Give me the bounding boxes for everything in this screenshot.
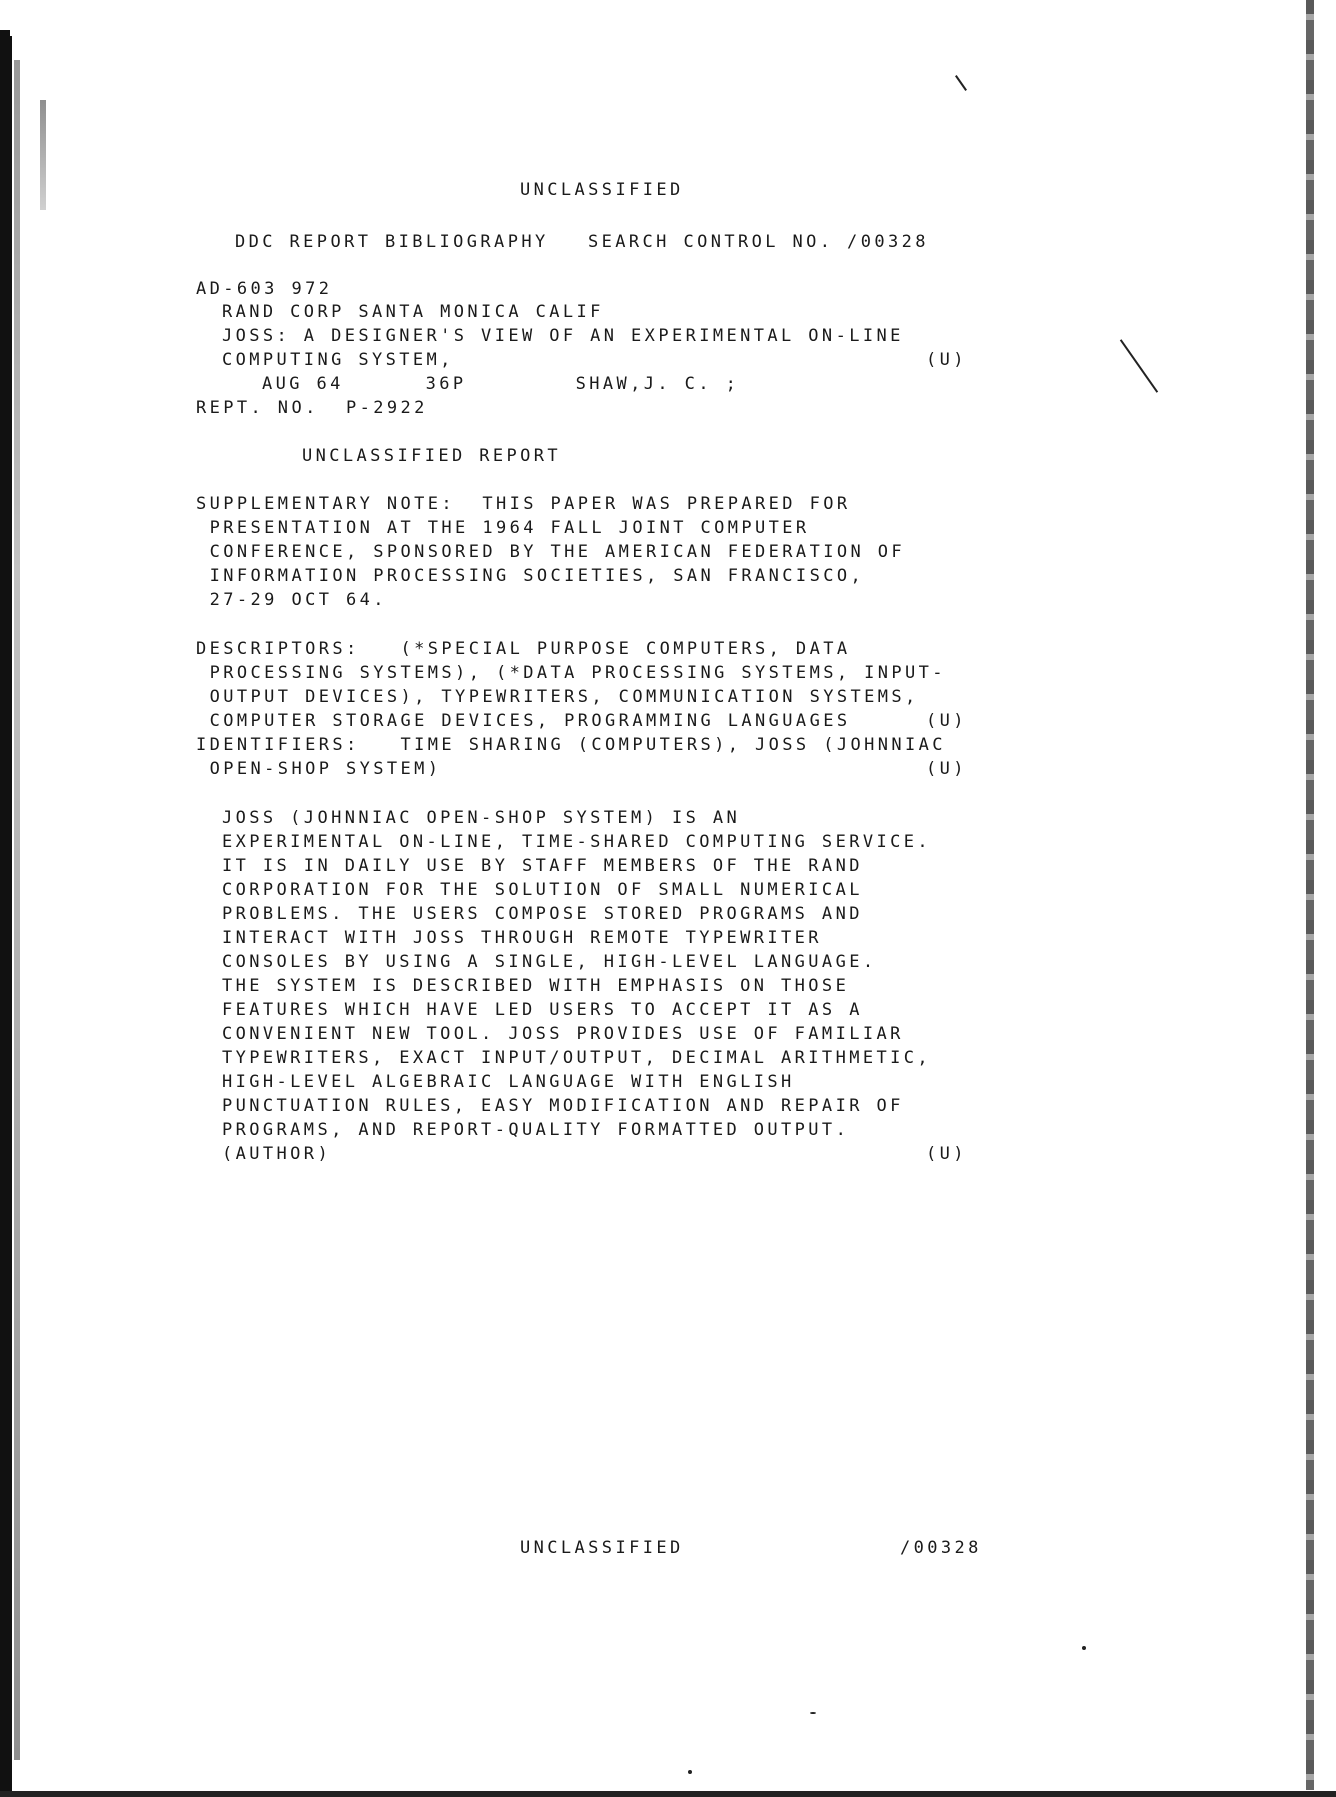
footer-control-number: /00328 [900, 1538, 982, 1558]
abstract-line: FEATURES WHICH HAVE LED USERS TO ACCEPT IT AS A [222, 1000, 863, 1020]
corporate-source: RAND CORP SANTA MONICA CALIF [222, 302, 604, 322]
abstract-line: PROGRAMS, AND REPORT-QUALITY FORMATTED OUTPUT. [222, 1120, 850, 1140]
abstract-line: IT IS IN DAILY USE BY STAFF MEMBERS OF THE RAND [222, 856, 863, 876]
report-classification: UNCLASSIFIED REPORT [302, 446, 562, 466]
descriptors-line: COMPUTER STORAGE DEVICES, PROGRAMMING LANGUAGES [196, 711, 851, 731]
classification-mark-title: (U) [926, 350, 967, 370]
descriptors-line: PROCESSING SYSTEMS), (*DATA PROCESSING SYSTEMS, INPUT- [196, 663, 946, 683]
date-pages-author: AUG 64 36P SHAW,J. C. ; [262, 374, 740, 394]
abstract-line: PROBLEMS. THE USERS COMPOSE STORED PROGRAMS AND [222, 904, 863, 924]
abstract-line: CONVENIENT NEW TOOL. JOSS PROVIDES USE OF FAMILIAR [222, 1024, 904, 1044]
abstract-line: TYPEWRITERS, EXACT INPUT/OUTPUT, DECIMAL ARITHMETIC, [222, 1048, 932, 1068]
abstract-line: INTERACT WITH JOSS THROUGH REMOTE TYPEWRITER [222, 928, 822, 948]
abstract-line: CORPORATION FOR THE SOLUTION OF SMALL NUMERICAL [222, 880, 863, 900]
identifiers-line: OPEN-SHOP SYSTEM) [196, 759, 442, 779]
abstract-line: PUNCTUATION RULES, EASY MODIFICATION AND REPAIR OF [222, 1096, 904, 1116]
classification-top: UNCLASSIFIED [520, 180, 684, 200]
report-title-line-2: COMPUTING SYSTEM, [222, 350, 454, 370]
supplementary-note-line: SUPPLEMENTARY NOTE: THIS PAPER WAS PREPARED FOR [196, 494, 851, 514]
supplementary-note-line: INFORMATION PROCESSING SOCIETIES, SAN FRANCISCO, [196, 566, 865, 586]
descriptors-line: DESCRIPTORS: (*SPECIAL PURPOSE COMPUTERS, DATA [196, 639, 851, 659]
abstract-line: CONSOLES BY USING A SINGLE, HIGH-LEVEL LANGUAGE. [222, 952, 877, 972]
supplementary-note-line: PRESENTATION AT THE 1964 FALL JOINT COMPUTER [196, 518, 810, 538]
abstract-line: EXPERIMENTAL ON-LINE, TIME-SHARED COMPUTING SERVICE. [222, 832, 932, 852]
abstract-line: THE SYSTEM IS DESCRIBED WITH EMPHASIS ON THOSE [222, 976, 850, 996]
ad-number: AD-603 972 [196, 279, 333, 299]
classification-mark-identifiers: (U) [926, 759, 967, 779]
supplementary-note-line: 27-29 OCT 64. [196, 590, 387, 610]
report-title-line-1: JOSS: A DESIGNER'S VIEW OF AN EXPERIMENTAL ON-LINE [222, 326, 904, 346]
report-title: DDC REPORT BIBLIOGRAPHY [235, 232, 549, 252]
search-control-number: SEARCH CONTROL NO. /00328 [588, 232, 929, 252]
report-number: REPT. NO. P-2922 [196, 398, 428, 418]
identifiers-line: IDENTIFIERS: TIME SHARING (COMPUTERS), JOSS (JOHNNIAC [196, 735, 946, 755]
descriptors-line: OUTPUT DEVICES), TYPEWRITERS, COMMUNICATION SYSTEMS, [196, 687, 919, 707]
classification-mark-abstract: (U) [926, 1144, 967, 1164]
abstract-line: (AUTHOR) [222, 1144, 332, 1164]
abstract-line: JOSS (JOHNNIAC OPEN-SHOP SYSTEM) IS AN [222, 808, 741, 828]
abstract-line: HIGH-LEVEL ALGEBRAIC LANGUAGE WITH ENGLISH [222, 1072, 795, 1092]
classification-mark-descriptors: (U) [926, 711, 967, 731]
classification-bottom: UNCLASSIFIED [520, 1538, 684, 1558]
supplementary-note-line: CONFERENCE, SPONSORED BY THE AMERICAN FEDERATION OF [196, 542, 906, 562]
